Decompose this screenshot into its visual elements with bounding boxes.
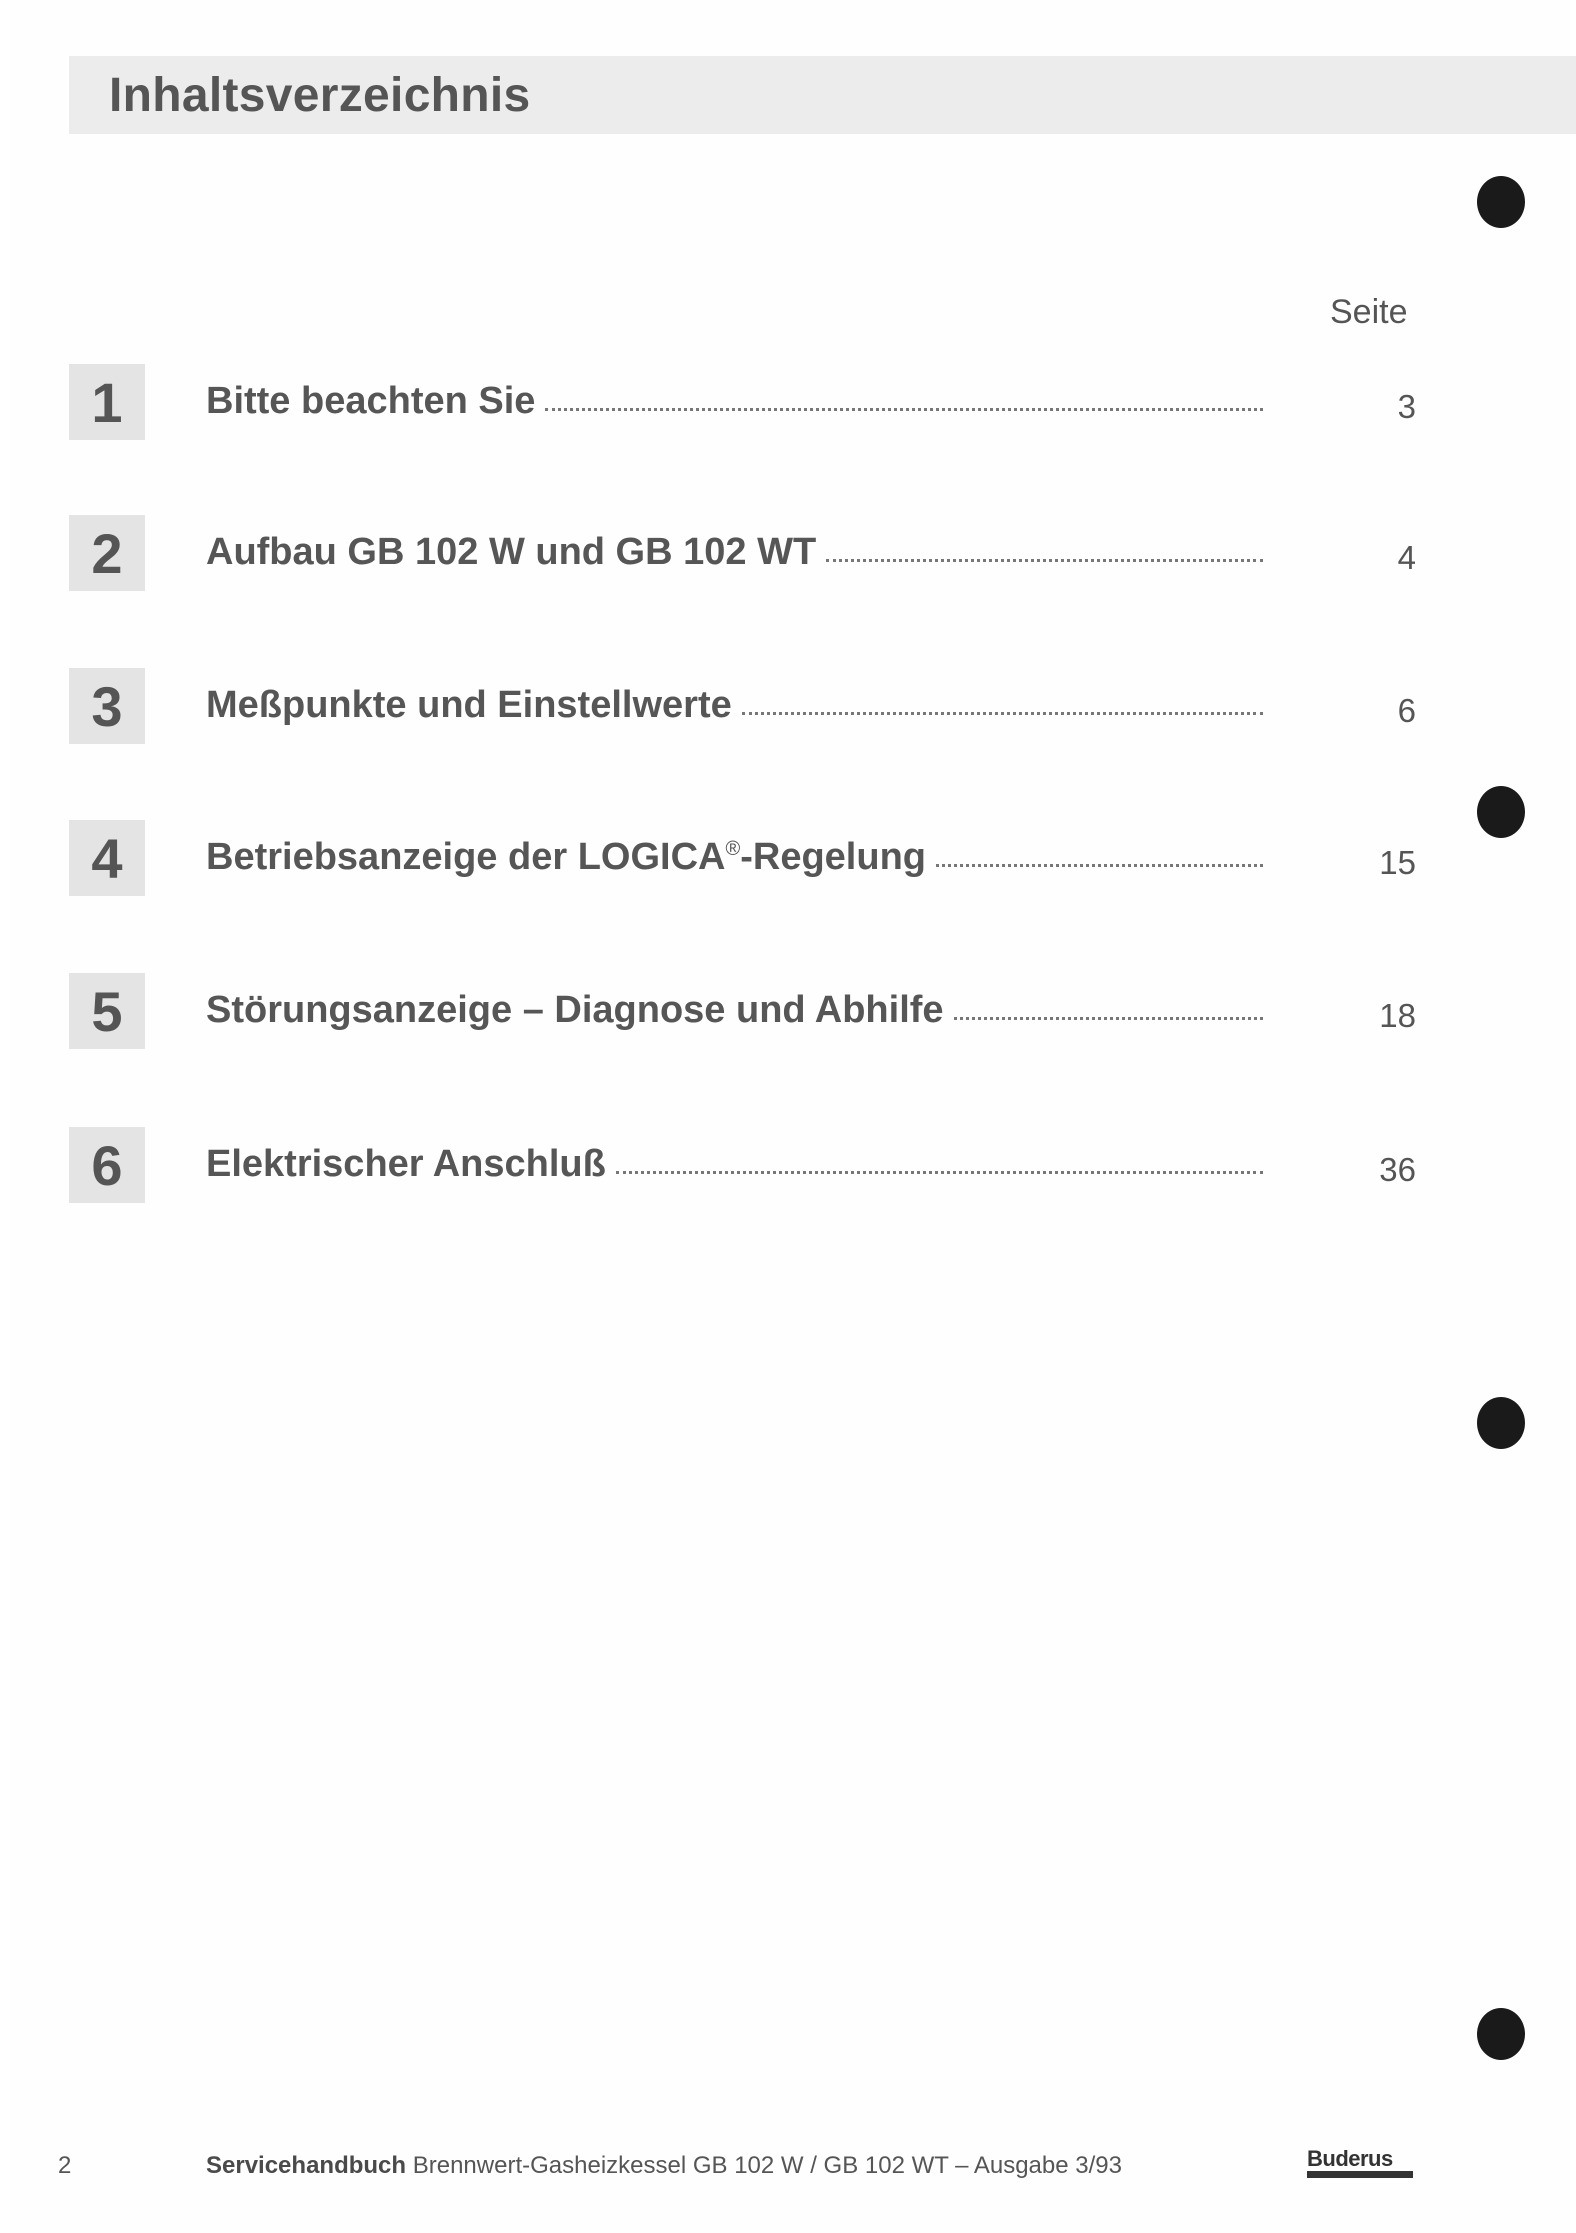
chapter-title: Störungsanzeige – Diagnose und Abhilfe — [206, 989, 944, 1031]
chapter-title: Aufbau GB 102 W und GB 102 WT — [206, 531, 817, 573]
toc-entry-6[interactable] — [10, 1127, 1570, 1207]
chapter-number: 1 — [69, 364, 145, 440]
chapter-title: Betriebsanzeige der LOGICA®-Regelung — [206, 836, 926, 878]
chapter-page: 6 — [1397, 692, 1416, 729]
dot-leader — [742, 708, 1263, 715]
document-page — [10, 0, 1570, 2233]
chapter-number: 3 — [69, 668, 145, 744]
chapter-title: Meßpunkte und Einstellwerte — [206, 684, 732, 726]
dot-leader — [936, 860, 1263, 867]
chapter-title: Elektrischer Anschluß — [206, 1143, 606, 1185]
title-bar — [69, 56, 1576, 134]
dot-leader — [954, 1013, 1263, 1020]
brand-subtitle-bar — [1307, 2171, 1413, 2178]
chapter-title: Bitte beachten Sie — [206, 380, 536, 422]
punch-hole-4 — [1477, 2008, 1525, 2060]
chapter-page: 18 — [1379, 997, 1416, 1034]
dot-leader — [826, 555, 1263, 562]
footer-page-number: 2 — [58, 2152, 72, 2179]
registered-mark: ® — [725, 838, 741, 860]
toc-entry-2[interactable] — [10, 515, 1570, 595]
chapter-page: 15 — [1379, 844, 1416, 881]
chapter-number: 4 — [69, 820, 145, 896]
chapter-page: 36 — [1379, 1151, 1416, 1188]
dot-leader — [616, 1167, 1263, 1174]
chapter-page: 4 — [1397, 539, 1416, 576]
chapter-number: 6 — [69, 1127, 145, 1203]
page-footer — [10, 2148, 1570, 2188]
chapter-number: 2 — [69, 515, 145, 591]
dot-leader — [545, 404, 1263, 411]
page-title: Inhaltsverzeichnis — [109, 69, 531, 122]
toc-entry-5[interactable] — [10, 973, 1570, 1053]
brand-name: Buderus — [1307, 2146, 1393, 2171]
buderus-logo — [1307, 2148, 1419, 2182]
punch-hole-1 — [1477, 176, 1525, 228]
page-column-label: Seite — [1330, 293, 1408, 331]
punch-hole-3 — [1477, 1397, 1525, 1449]
chapter-page: 3 — [1397, 388, 1416, 425]
footer-label: Servicehandbuch Brennwert-Gasheizkessel GB 102 W / GB 102 WT – Ausgabe 3/93 — [206, 2152, 1122, 2179]
chapter-number: 5 — [69, 973, 145, 1049]
toc-entry-1[interactable] — [10, 364, 1570, 444]
toc-entry-4[interactable] — [10, 820, 1570, 900]
toc-entry-3[interactable] — [10, 668, 1570, 748]
